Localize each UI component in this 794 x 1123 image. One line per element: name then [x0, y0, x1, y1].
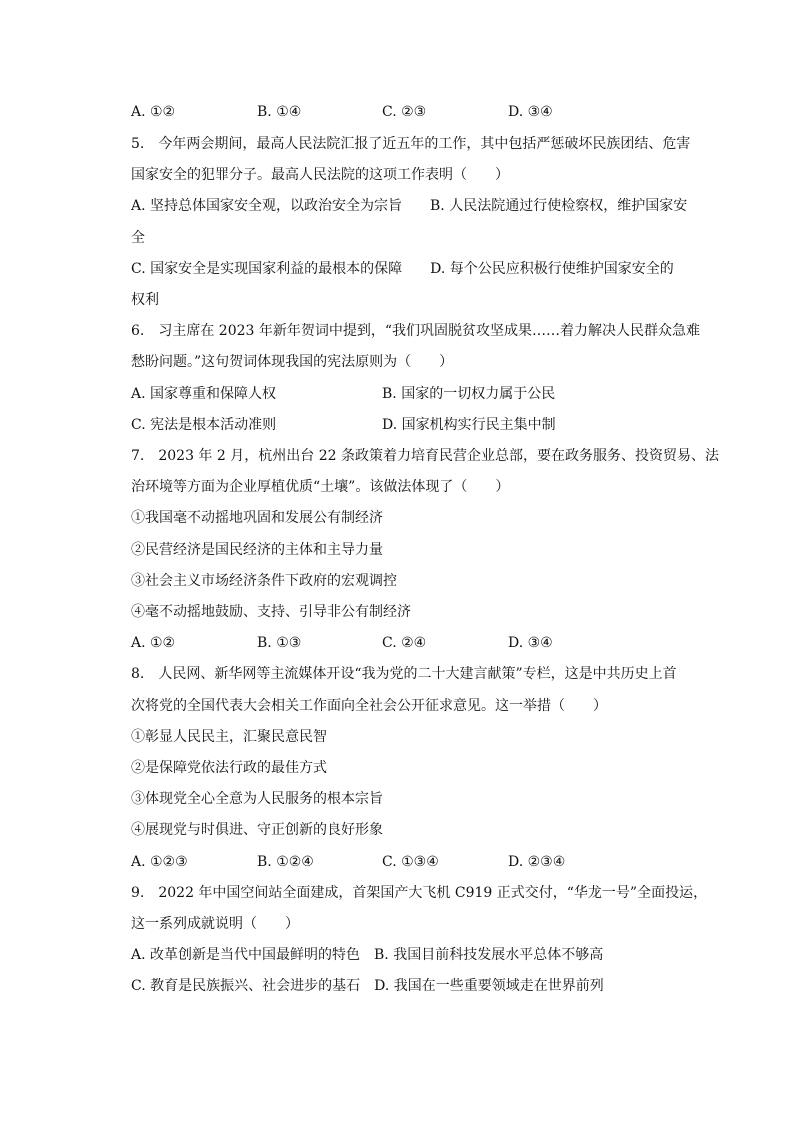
q9-stem-line-2: 这一系列成就说明（ ） — [131, 916, 299, 932]
q4-option-d: D. ③④ — [508, 104, 553, 120]
q7-option-a: A. ①② — [131, 635, 176, 651]
q7-stem-line-2: 治环境等方面为企业厚植优质“土壤”。该做法体现了（ ） — [131, 479, 510, 495]
q5-option-line-2: 全 — [131, 230, 145, 246]
q5-stem-line-1: 5. 今年两会期间，最高人民法院汇报了近五年的工作，其中包括严惩破坏民族团结、危害 — [131, 136, 691, 152]
q5-option-line-4: 权利 — [131, 292, 159, 308]
q4-option-b: B. ①④ — [257, 104, 302, 120]
q7-option-c: C. ②④ — [382, 635, 427, 651]
q5-stem-line-2: 国家安全的犯罪分子。最高人民法院的这项工作表明（ ） — [131, 167, 509, 183]
q6-option-a: A. 国家尊重和保障人权 — [131, 386, 277, 402]
q6-option-c: C. 宪法是根本活动准则 — [131, 417, 277, 433]
q6-stem-line-1: 6. 习主席在 2023 年新年贺词中提到，“我们巩固脱贫攻坚成果……着力解决人民群众急难 — [131, 323, 701, 339]
q8-option-a: A. ①②③ — [131, 854, 188, 870]
q8-stem-line-2: 次将党的全国代表大会相关工作面向全社会公开征求意见。这一举措（ ） — [131, 698, 607, 714]
q8-statement-4: ④展现党与时俱进、守正创新的良好形象 — [131, 822, 383, 838]
q7-statement-3: ③社会主义市场经济条件下政府的宏观调控 — [131, 573, 397, 589]
q7-statement-1: ①我国毫不动摇地巩固和发展公有制经济 — [131, 510, 383, 526]
q7-option-b: B. ①③ — [257, 635, 302, 651]
q8-option-d: D. ②③④ — [508, 854, 566, 870]
q7-statement-4: ④毫不动摇地鼓励、支持、引导非公有制经济 — [131, 604, 411, 620]
q6-option-d: D. 国家机构实行民主集中制 — [382, 417, 556, 433]
q8-option-b: B. ①②④ — [257, 854, 314, 870]
q9-option-line-1: A. 改革创新是当代中国最鲜明的特色 B. 我国目前科技发展水平总体不够高 — [131, 947, 604, 963]
q5-option-line-3: C. 国家安全是实现国家利益的最根本的保障 D. 每个公民应积极行使维护国家安全的 — [131, 261, 674, 277]
q4-option-a: A. ①② — [131, 104, 176, 120]
q7-stem-line-1: 7. 2023 年 2 月，杭州出台 22 条政策着力培育民营企业总部，要在政务服务、投资贸易、法 — [131, 448, 719, 464]
q7-statement-2: ②民营经济是国民经济的主体和主导力量 — [131, 542, 383, 558]
q8-statement-1: ①彰显人民民主，汇聚民意民智 — [131, 729, 327, 745]
q7-option-d: D. ③④ — [508, 635, 553, 651]
q9-stem-line-1: 9. 2022 年中国空间站全面建成，首架国产大飞机 C919 正式交付，“华龙一号”全面投运， — [131, 885, 708, 901]
q8-statement-3: ③体现党全心全意为人民服务的根本宗旨 — [131, 791, 383, 807]
q8-stem-line-1: 8. 人民网、新华网等主流媒体开设“我为党的二十大建言献策”专栏，这是中共历史上首 — [131, 666, 677, 682]
q9-option-line-2: C. 教育是民族振兴、社会进步的基石 D. 我国在一些重要领域走在世界前列 — [131, 978, 604, 994]
q6-option-b: B. 国家的一切权力属于公民 — [382, 386, 556, 402]
q8-statement-2: ②是保障党依法行政的最佳方式 — [131, 760, 327, 776]
q4-option-c: C. ②③ — [382, 104, 427, 120]
q6-stem-line-2: 愁盼问题。”这句贺词体现我国的宪法原则为（ ） — [131, 354, 454, 370]
q8-option-c: C. ①③④ — [382, 854, 439, 870]
q5-option-line-1: A. 坚持总体国家安全观，以政治安全为宗旨 B. 人民法院通过行使检察权，维护国家安 — [131, 198, 688, 214]
